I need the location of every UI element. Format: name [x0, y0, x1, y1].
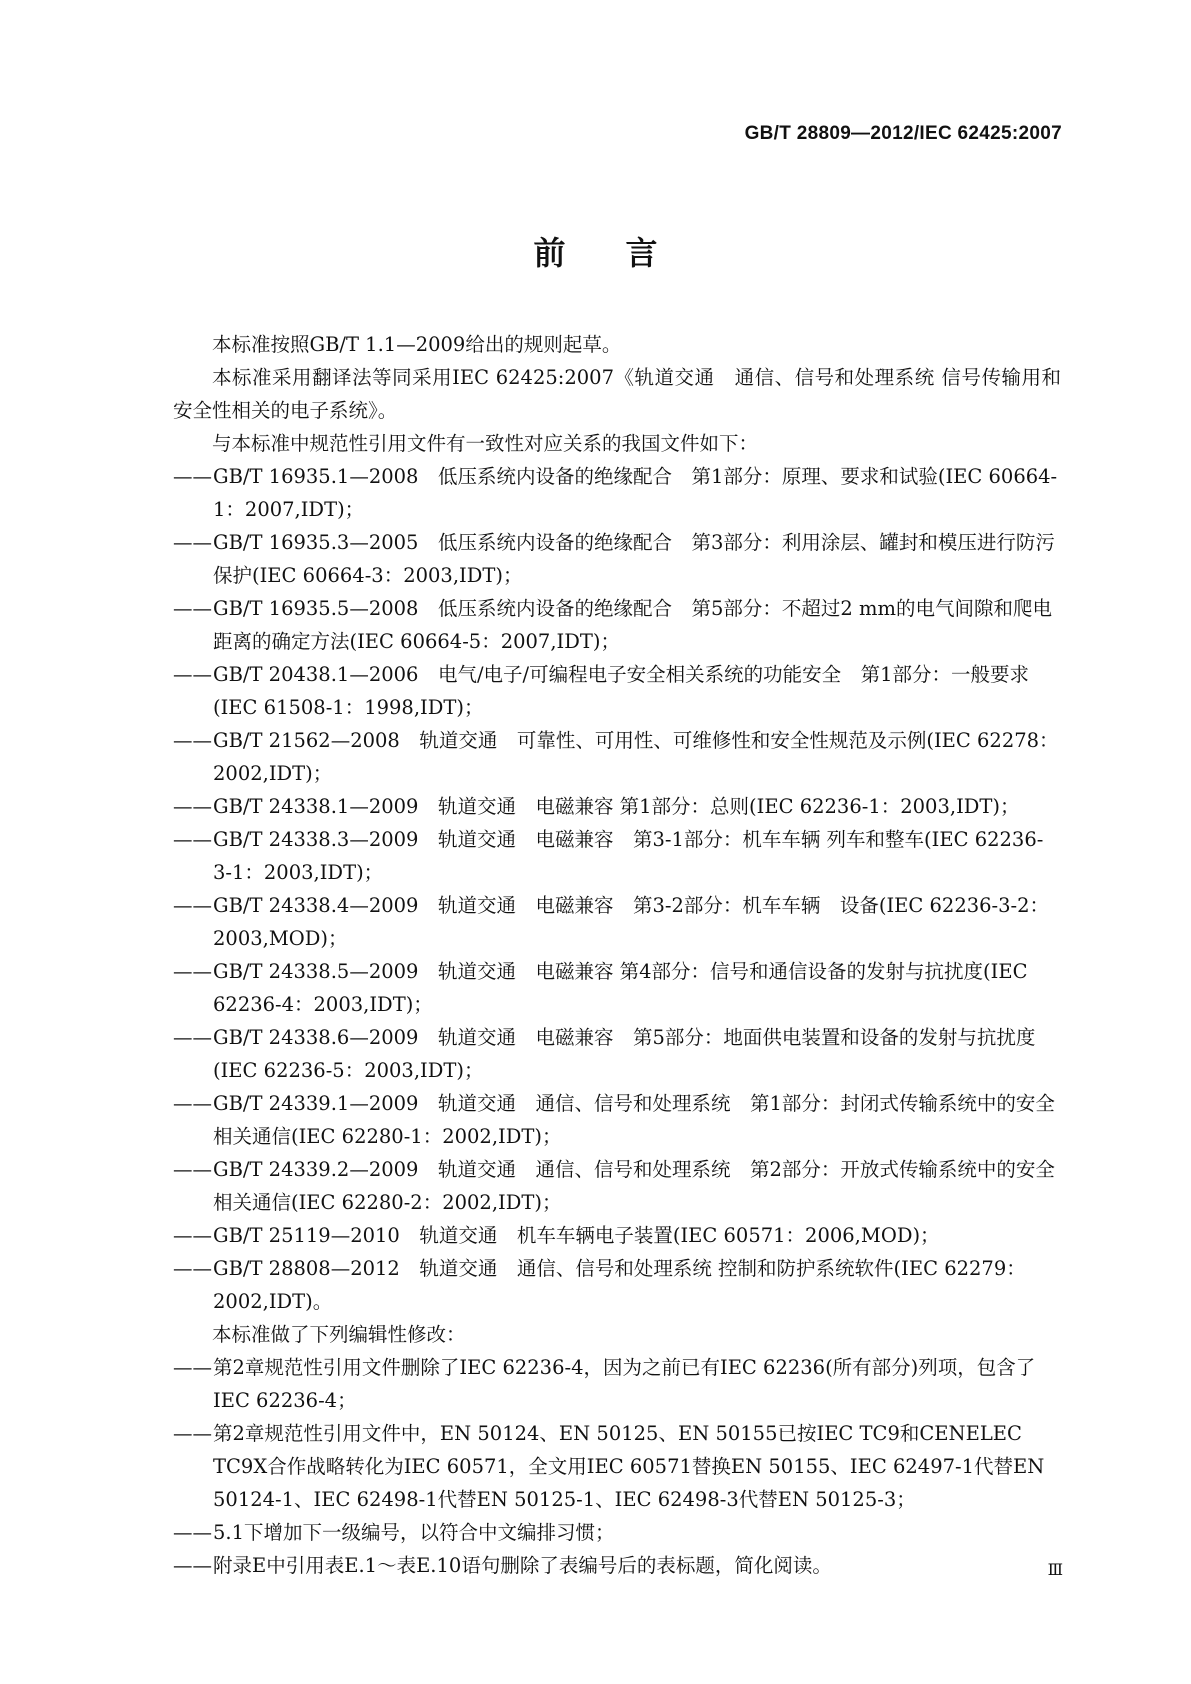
page-number: Ⅲ	[1047, 1560, 1063, 1579]
list-dash: ——	[173, 597, 212, 620]
title-char-1: 前	[533, 234, 566, 272]
list-item	[173, 955, 1061, 1021]
list-item	[173, 592, 1061, 658]
list-item-text: GB/T 16935.5—2008 低压系统内设备的绝缘配合 第5部分：不超过2 mm的电气间隙和爬电距离的确定方法(IEC 60664-5：2007,IDT)；	[213, 597, 1052, 653]
list-item-text: GB/T 28808—2012 轨道交通 通信、信号和处理系统 控制和防护系统软件(IEC 62279：2002,IDT)。	[213, 1257, 1026, 1313]
list-item	[173, 1351, 1061, 1417]
list-item-text: GB/T 16935.3—2005 低压系统内设备的绝缘配合 第3部分：利用涂层、罐封和模压进行防污保护(IEC 60664-3：2003,IDT)；	[213, 531, 1055, 587]
list-dash: ——	[173, 1521, 212, 1544]
list-item	[173, 1153, 1061, 1219]
list-item	[173, 823, 1061, 889]
list-dash: ——	[173, 531, 212, 554]
list-item-text: GB/T 24339.1—2009 轨道交通 通信、信号和处理系统 第1部分：封闭式传输系统中的安全相关通信(IEC 62280-1：2002,IDT)；	[213, 1092, 1055, 1148]
list-item	[173, 1417, 1061, 1516]
list-item	[173, 658, 1061, 724]
list-item	[173, 790, 1061, 823]
list-dash: ——	[173, 1224, 212, 1247]
editorial-list	[173, 1351, 1061, 1582]
list-item	[173, 460, 1061, 526]
list-dash: ——	[173, 1092, 212, 1115]
list-item	[173, 1516, 1061, 1549]
list-item-text: 5.1下增加下一级编号，以符合中文编排习惯；	[213, 1521, 615, 1544]
paragraph-references-intro: 与本标准中规范性引用文件有一致性对应关系的我国文件如下：	[212, 432, 759, 455]
list-dash: ——	[173, 465, 212, 488]
list-dash: ——	[173, 1554, 212, 1577]
paragraph-editorial-intro: 本标准做了下列编辑性修改：	[212, 1323, 466, 1346]
list-item-text: GB/T 24338.6—2009 轨道交通 电磁兼容 第5部分：地面供电装置和设备的发射与抗扰度(IEC 62236-5：2003,IDT)；	[213, 1026, 1036, 1082]
list-dash: ——	[173, 1422, 212, 1445]
list-item	[173, 724, 1061, 790]
list-dash: ——	[173, 1158, 212, 1181]
reference-list	[173, 460, 1061, 1318]
list-item-text: GB/T 24338.4—2009 轨道交通 电磁兼容 第3-2部分：机车车辆 设备(IEC 62236-3-2：2003,MOD)；	[213, 894, 1050, 950]
list-dash: ——	[173, 828, 212, 851]
list-dash: ——	[173, 1356, 212, 1379]
list-dash: ——	[173, 663, 212, 686]
foreword-body	[173, 328, 1061, 1582]
list-item-text: GB/T 21562—2008 轨道交通 可靠性、可用性、可维修性和安全性规范及示例(IEC 62278：2002,IDT)；	[213, 729, 1059, 785]
list-dash: ——	[173, 1257, 212, 1280]
list-item-text: GB/T 24339.2—2009 轨道交通 通信、信号和处理系统 第2部分：开放式传输系统中的安全相关通信(IEC 62280-2：2002,IDT)；	[213, 1158, 1055, 1214]
list-item-text: GB/T 20438.1—2006 电气/电子/可编程电子安全相关系统的功能安全 第1部分：一般要求(IEC 61508-1：1998,IDT)；	[213, 663, 1029, 719]
list-item	[173, 1252, 1061, 1318]
list-dash: ——	[173, 960, 212, 983]
list-item-text: GB/T 25119—2010 轨道交通 机车车辆电子装置(IEC 60571：2006,MOD)；	[213, 1224, 940, 1247]
list-dash: ——	[173, 729, 212, 752]
list-item	[173, 1549, 1061, 1582]
list-item-text: 第2章规范性引用文件中，EN 50124、EN 50125、EN 50155已按IEC TC9和CENELEC TC9X合作战略转化为IEC 60571，全文用IEC 60571替换EN 50155、IEC 62497-1代替EN 50124-1、IEC 62498-1代替EN 50125-1、IEC 62498-3代替EN 50125-3；	[213, 1422, 1045, 1511]
list-dash: ——	[173, 1026, 212, 1049]
list-item-text: 第2章规范性引用文件删除了IEC 62236-4，因为之前已有IEC 62236(所有部分)列项，包含了IEC 62236-4；	[213, 1356, 1036, 1412]
paragraph-adoption: 本标准采用翻译法等同采用IEC 62425:2007《轨道交通 通信、信号和处理系统 信号传输用和安全性相关的电子系统》。	[173, 366, 1061, 422]
page-title	[0, 228, 1191, 274]
list-item-text: GB/T 24338.1—2009 轨道交通 电磁兼容 第1部分：总则(IEC 62236-1：2003,IDT)；	[213, 795, 1020, 818]
paragraph-drafting-rules: 本标准按照GB/T 1.1—2009给出的规则起草。	[212, 333, 622, 356]
list-dash: ——	[173, 894, 212, 917]
list-dash: ——	[173, 795, 212, 818]
list-item-text: GB/T 16935.1—2008 低压系统内设备的绝缘配合 第1部分：原理、要求和试验(IEC 60664-1：2007,IDT)；	[213, 465, 1058, 521]
list-item	[173, 1087, 1061, 1153]
list-item-text: GB/T 24338.5—2009 轨道交通 电磁兼容 第4部分：信号和通信设备的发射与抗扰度(IEC 62236-4：2003,IDT)；	[213, 960, 1028, 1016]
list-item	[173, 1219, 1061, 1252]
list-item	[173, 1021, 1061, 1087]
list-item-text: GB/T 24338.3—2009 轨道交通 电磁兼容 第3-1部分：机车车辆 列车和整车(IEC 62236-3-1：2003,IDT)；	[213, 828, 1044, 884]
list-item	[173, 889, 1061, 955]
list-item	[173, 526, 1061, 592]
list-item-text: 附录E中引用表E.1～表E.10语句删除了表编号后的表标题，简化阅读。	[213, 1554, 832, 1577]
standard-number-header: GB/T 28809—2012/IEC 62425:2007	[744, 123, 1062, 144]
title-char-2: 言	[625, 234, 658, 272]
